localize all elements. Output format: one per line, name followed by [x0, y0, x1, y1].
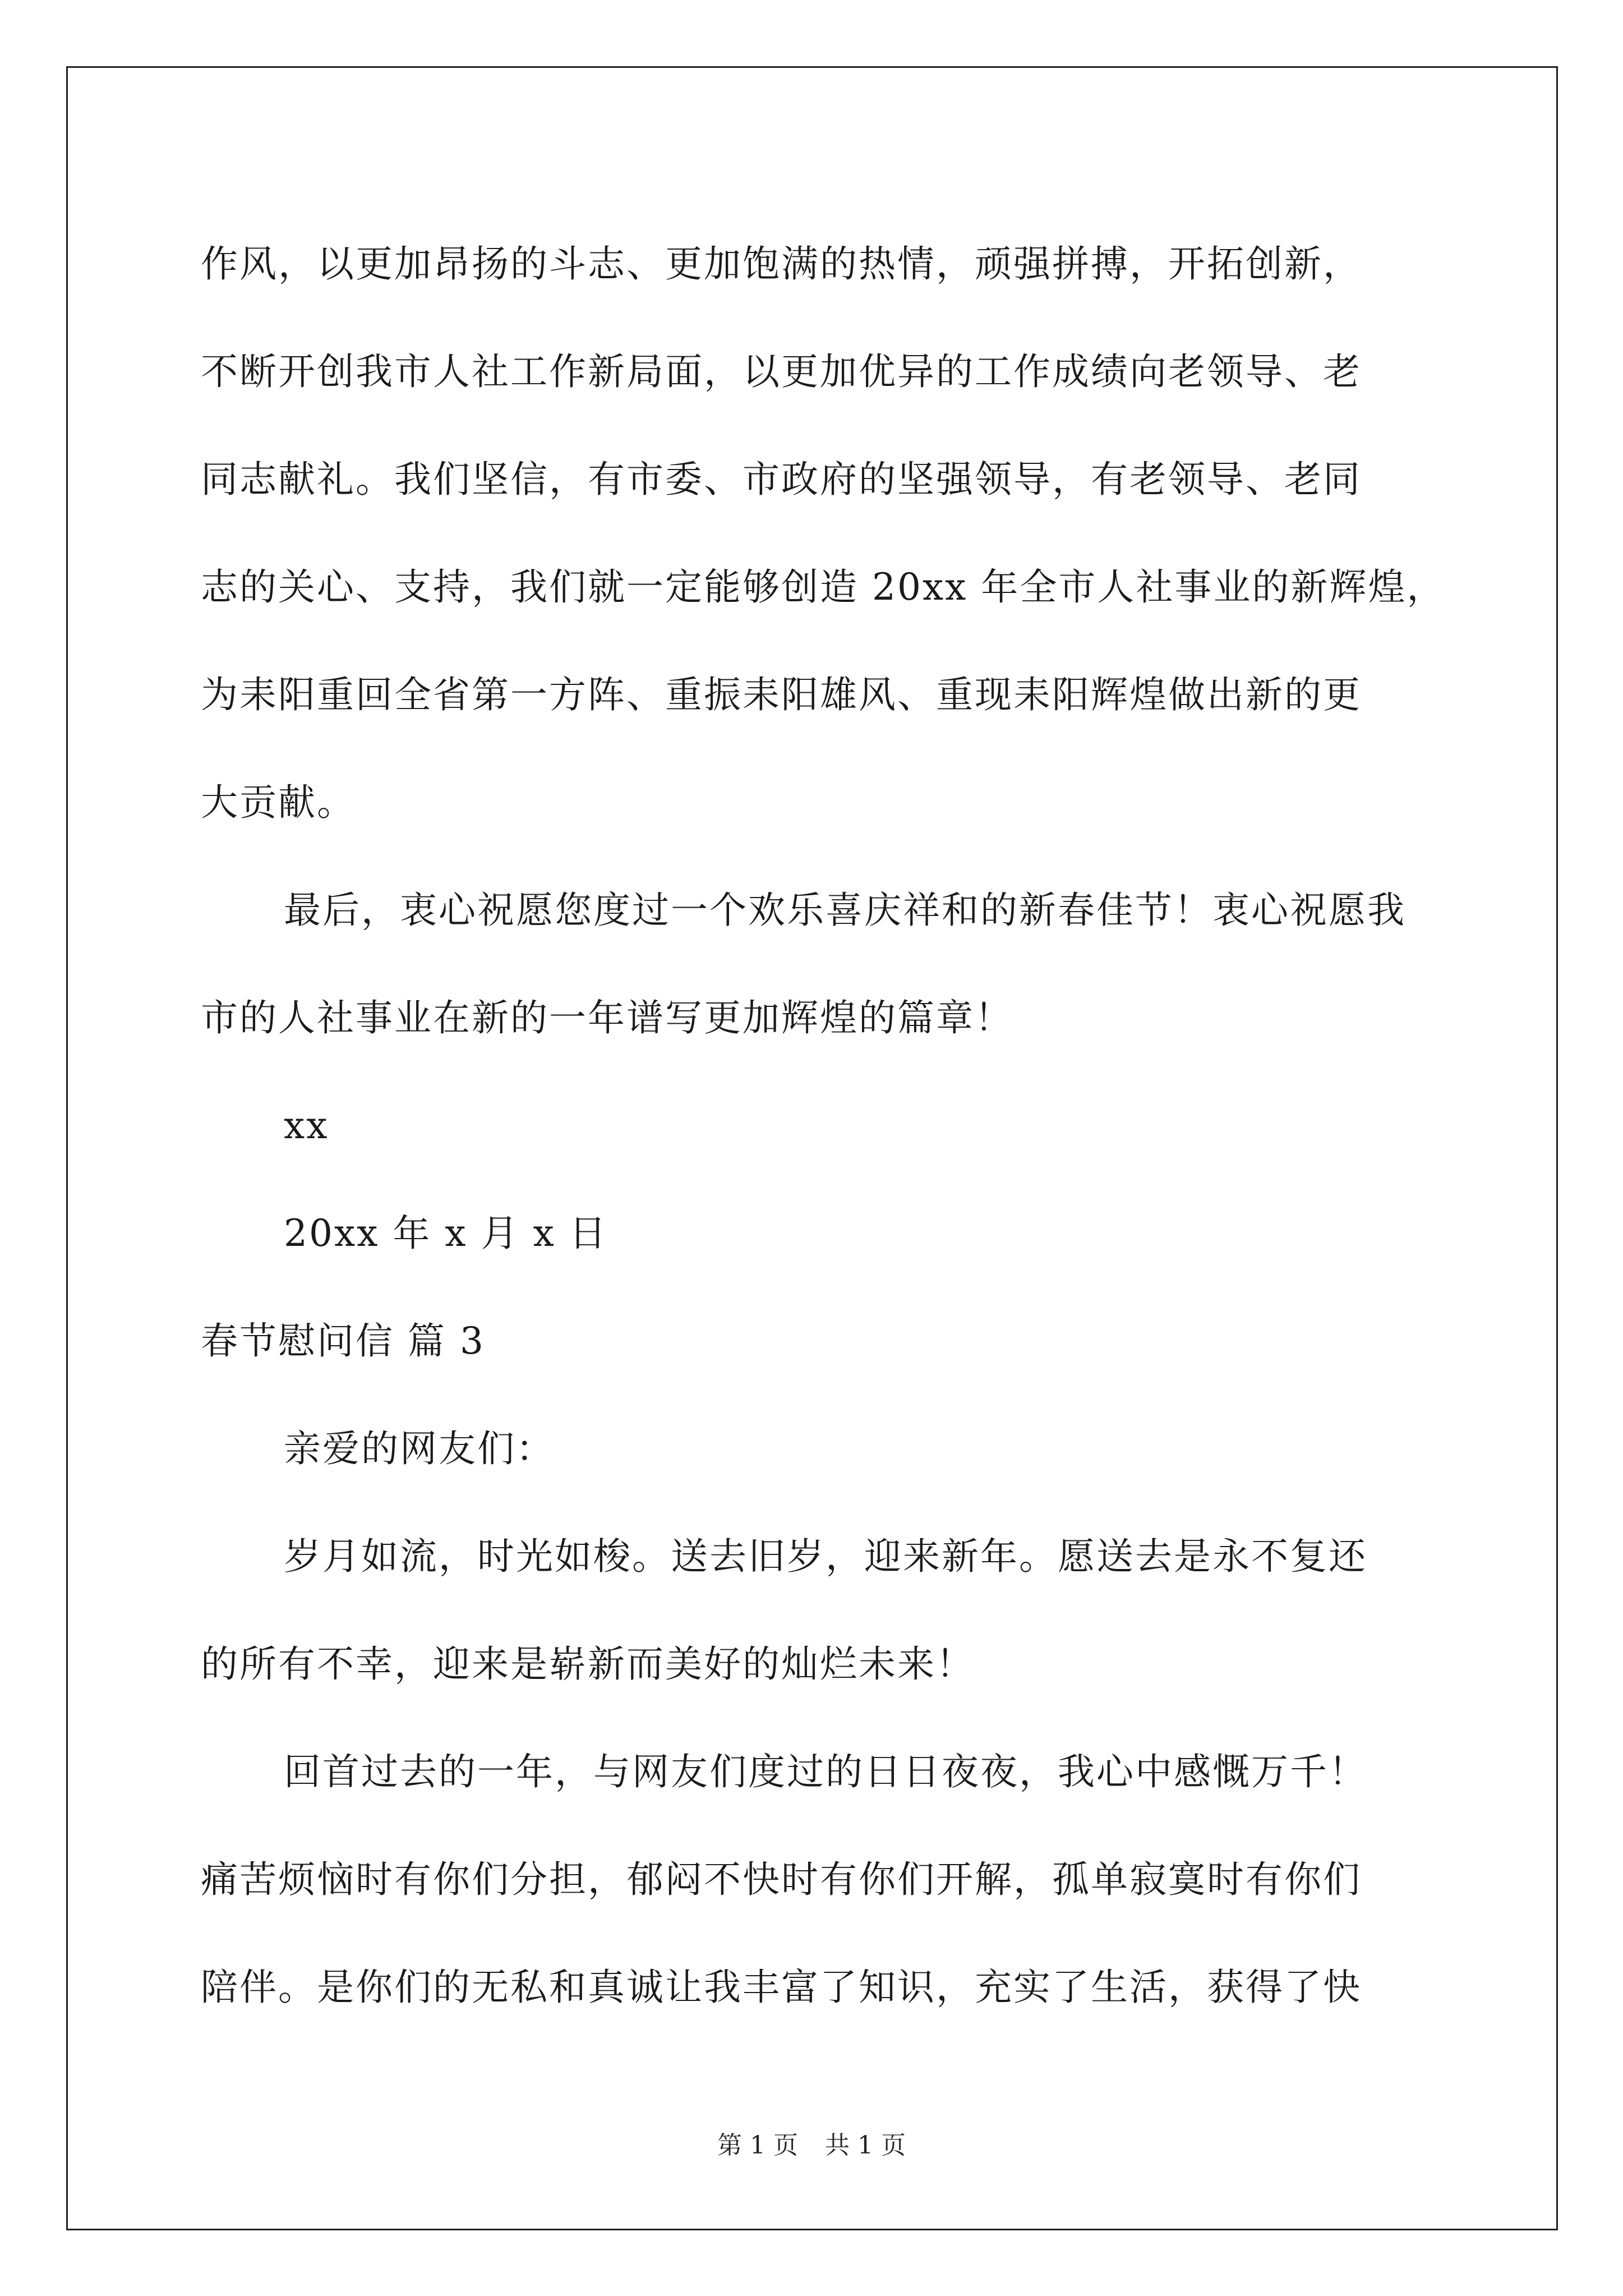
page-total: 共 1 页 — [825, 2131, 906, 2160]
signature-date: 20xx 年 x 月 x 日 — [284, 1212, 608, 1255]
body-line: 的所有不幸，迎来是崭新而美好的灿烂未来！ — [201, 1642, 975, 1686]
page-footer — [0, 2129, 1623, 2162]
body-line: 陪伴。是你们的无私和真诚让我丰富了知识，充实了生活，获得了快 — [201, 1966, 1362, 2009]
body-line: 回首过去的一年，与网友们度过的日日夜夜，我心中感慨万千！ — [284, 1750, 1367, 1793]
body-line: 痛苦烦恼时有你们分担，郁闷不快时有你们开解，孤单寂寞时有你们 — [201, 1858, 1362, 1901]
body-line: 作风，以更加昂扬的斗志、更加饱满的热情，顽强拼搏，开拓创新， — [201, 242, 1362, 286]
body-line: 为耒阳重回全省第一方阵、重振耒阳雄风、重现耒阳辉煌做出新的更 — [201, 673, 1362, 716]
page-number: 第 1 页 — [717, 2131, 798, 2160]
section-heading: 春节慰问信 篇 3 — [201, 1319, 485, 1363]
body-line: 同志献礼。我们坚信，有市委、市政府的坚强领导，有老领导、老同 — [201, 458, 1362, 501]
body-line: 大贡献。 — [201, 781, 356, 824]
signature-name: xx — [284, 1104, 329, 1147]
document-body — [201, 210, 1446, 2041]
body-line: 岁月如流，时光如梭。送去旧岁，迎来新年。愿送去是永不复还 — [284, 1535, 1367, 1578]
salutation: 亲爱的网友们： — [284, 1427, 555, 1470]
body-line: 最后，衷心祝愿您度过一个欢乐喜庆祥和的新春佳节！衷心祝愿我 — [284, 889, 1406, 932]
body-line: 市的人社事业在新的一年谱写更加辉煌的篇章！ — [201, 996, 1013, 1039]
body-line: 志的关心、支持，我们就一定能够创造 20xx 年全市人社事业的新辉煌， — [201, 565, 1446, 609]
body-line: 不断开创我市人社工作新局面，以更加优异的工作成绩向老领导、老 — [201, 350, 1362, 393]
